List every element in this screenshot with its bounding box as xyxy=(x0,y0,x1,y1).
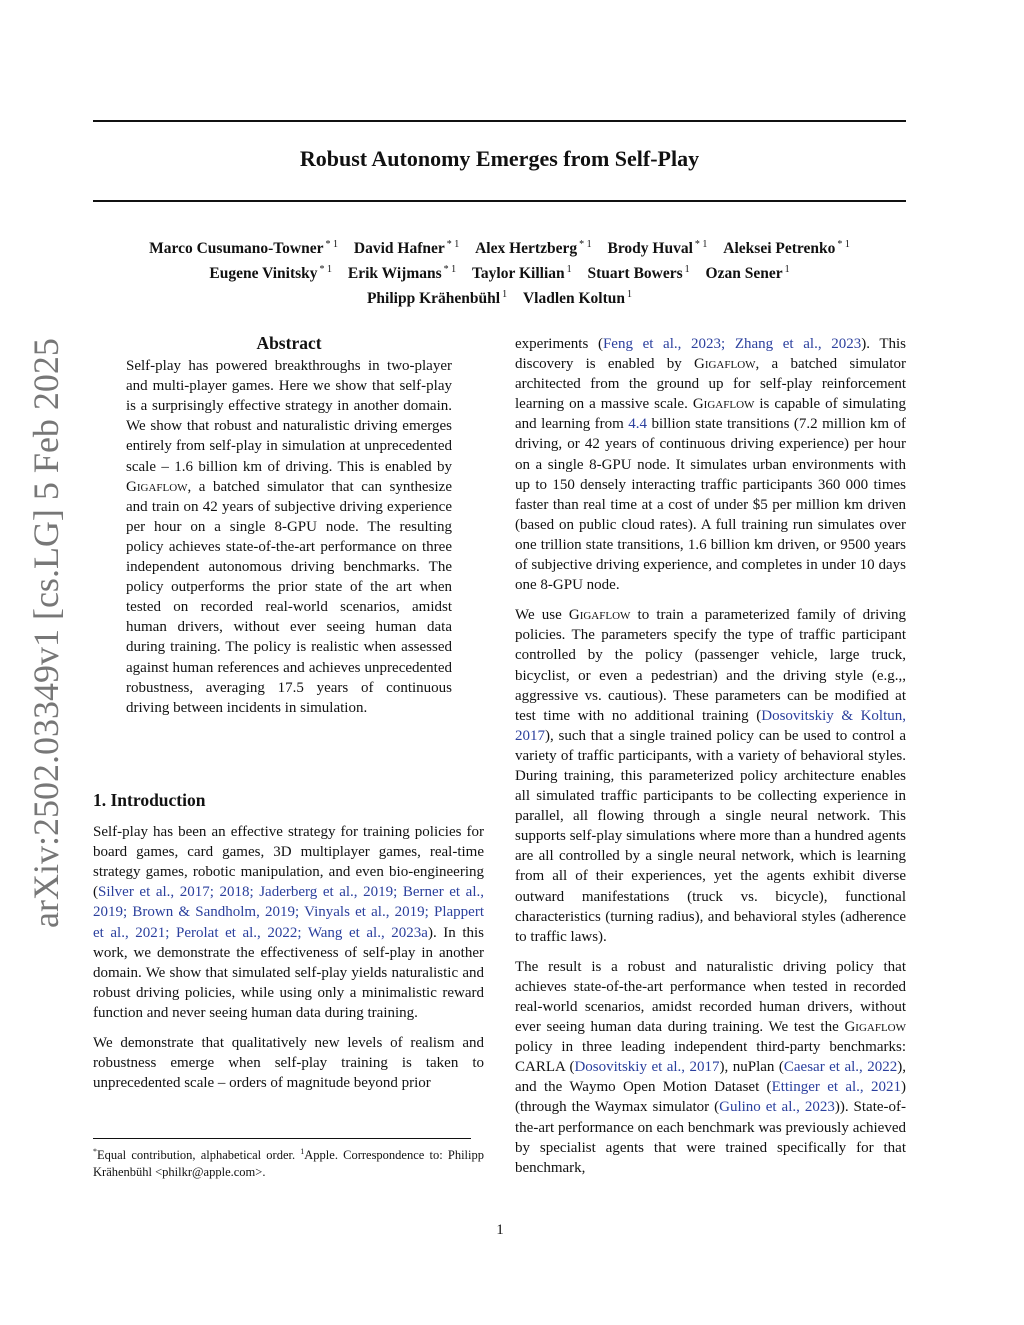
intro-paragraph: We demonstrate that qualitatively new levels of realism and robustness emerge when self-play training is taken to unprecedented scale – orders of magnitude beyond prior xyxy=(93,1035,484,1092)
author: Philipp Krähenbühl $^1$ xyxy=(366,289,508,308)
gigaflow-name: Gigaflow xyxy=(568,607,631,624)
author: Alex Hertzberg $^{* 1}$ xyxy=(475,239,592,258)
footnote: *Equal contribution, alphabetical order. $^1$Apple. Correspondence to: Philipp Krähenbühl <philkr@apple.com>. xyxy=(93,1147,484,1180)
page-number: 1 xyxy=(496,1222,504,1238)
citation-link[interactable]: Dosovitskiy et al., 2017 xyxy=(574,1059,720,1076)
introduction-section xyxy=(93,790,484,1103)
author: Aleksei Petrenko $^{* 1}$ xyxy=(723,239,850,258)
author-list xyxy=(93,234,906,309)
body-paragraph: The result is a robust and naturalistic driving policy that achieves state-of-the-art performance when tested in recorded real-world scenarios, amidst recorded human drivers, without ever seeing human data during training. We test the Gigaflow policy in three leading independent third-party benchmarks: CARLA (Dosovitskiy et al., 2017), nuPlan (Caesar et al., 2022), and the Waymo Open Motion Dataset (Ettinger et al., 2021) (through the Waymax simulator (Gulino et al., 2023)). State-of-the-art performance on each benchmark was previously achieved by specialist agents that were trained specifically for that benchmark, xyxy=(515,958,907,1176)
intro-paragraph: Self-play has been an effective strategy for training policies for board games, card games, 3D multiplayer games, real-time strategy games, robotic manipulation, and even bio-engineering (Silver et al., 2017; 2018; Jaderberg et al., 2019; Berner et al., 2019; Brown & Sandholm, 2019; Vinyals et al., 2019; Plappert et al., 2021; Perolat et al., 2022; Wang et al., 2023a). In this work, we demonstrate the effectiveness of self-play in another domain. We show that simulated self-play yields naturalistic and robust driving policies, while using only a minimalistic reward function and never seeing human data during training. xyxy=(93,824,484,1021)
abstract-heading: Abstract xyxy=(256,333,322,353)
author: David Hafner $^{* 1}$ xyxy=(353,239,460,258)
author: Brody Huval $^{* 1}$ xyxy=(607,239,708,258)
title-rule-top xyxy=(93,120,906,122)
section-heading: 1. Introduction xyxy=(93,790,206,810)
body-paragraph: experiments (Feng et al., 2023; Zhang et al., 2023). This discovery is enabled by Gigaflow, a batched simulator architected from the ground up for self-play reinforcement learning on a massive scale. Gigaflow is capable of simulating and learning from 4.4 billion state transitions (7.2 million km of driving, or 42 years of continuous driving experience) per hour on a single 8-GPU node. It simulates urban environments with up to 150 densely interacting traffic participants 360 000 times faster than real time at a cost of under $5 per million km driven (based on public cloud rates). A full training run simulates over one trillion state transitions, 1.6 billion km driven, or 9500 years of subjective driving experience, and completes in under 10 days one 8-GPU node. xyxy=(515,336,907,594)
citation-link[interactable]: Feng et al., 2023; Zhang et al., 2023 xyxy=(602,336,862,352)
citation-link[interactable]: Ettinger et al., 2021 xyxy=(771,1079,901,1096)
citation-link[interactable]: Silver et al., 2017; 2018; Jaderberg et al., 2019; Berner et al., 2019; Brown & Sandholm, 2019; Vinyals et al., 2019; Plappert et al., 2021; Perolat et al., 2022; Wang et al., 2023a xyxy=(93,884,484,941)
right-column xyxy=(515,334,906,1188)
author: Eugene Vinitsky $^{* 1}$ xyxy=(209,264,333,283)
author: Taylor Killian $^1$ xyxy=(472,264,572,283)
citation-link[interactable]: Caesar et al., 2022 xyxy=(783,1059,898,1076)
author: Marco Cusumano-Towner $^{* 1}$ xyxy=(149,239,339,258)
paper-title: Robust Autonomy Emerges from Self-Play xyxy=(299,146,700,171)
author: Ozan Sener $^1$ xyxy=(705,264,790,283)
citation-link[interactable]: Gulino et al., 2023 xyxy=(719,1099,835,1116)
abstract-section xyxy=(126,333,452,728)
author: Stuart Bowers $^1$ xyxy=(587,264,690,283)
author: Vladlen Koltun $^1$ xyxy=(522,289,633,308)
footnote-rule xyxy=(93,1138,471,1139)
gigaflow-name: Gigaflow xyxy=(692,396,755,413)
gigaflow-name: Gigaflow xyxy=(126,478,188,495)
abstract-text: Self-play has powered breakthroughs in two-player and multi-player games. Here we show that self-play is a surprisingly effective strategy in another domain. We show that robust and naturalistic driving emerges entirely from self-play in simulation at unprecedented scale – 1.6 billion km of driving. This is enabled by Gigaflow, a batched simulator that can synthesize and train on 42 years of subjective driving experience per hour on a single 8-GPU node. The resulting policy achieves state-of-the-art performance on three independent autonomous driving benchmarks. The policy outperforms the prior state of the art when tested on recorded real-world scenarios, amidst human drivers, without ever seeing human data during training. The policy is realistic when assessed against human references and achieves unprecedented robustness, averaging 17.5 years of continuous driving between incidents in simulation. xyxy=(126,358,452,716)
arxiv-identifier-stamp: arXiv:2502.03349v1 [cs.LG] 5 Feb 2025 xyxy=(26,338,66,928)
author: Erik Wijmans $^{* 1}$ xyxy=(347,264,457,283)
body-paragraph: We use Gigaflow to train a parameterized family of driving policies. The parameters specify the type of traffic participant controlled by the policy (passenger vehicle, large truck, bicyclist, or even a pedestrian) and the driving style (e.g.,, aggressive vs. cautious). These parameters can be modified at test time with no additional training (Dosovitskiy & Koltun, 2017), such that a single trained policy can be used to control a variety of traffic participants, with a variety of behavioral styles. During training, this parameterized policy architecture enables all simulated traffic participants to be collecting experience in parallel, all flowing through a single neural network. This supports self-play simulations where more than a hundred agents are all controlled by a single neural network, which is learning from all of their experiences, yet the agents exhibit diverse outward manifestations (truck vs. bicycle), functional characteristics (turning radius), and behavioral styles (adherence to traffic laws). xyxy=(515,607,907,945)
gigaflow-name: Gigaflow xyxy=(693,356,756,373)
linked-number: 4.4 xyxy=(628,416,648,433)
title-rule-bottom xyxy=(93,200,906,202)
gigaflow-name: Gigaflow xyxy=(844,1019,906,1036)
citation-link[interactable]: Dosovitskiy & Koltun, 2017 xyxy=(515,707,906,744)
